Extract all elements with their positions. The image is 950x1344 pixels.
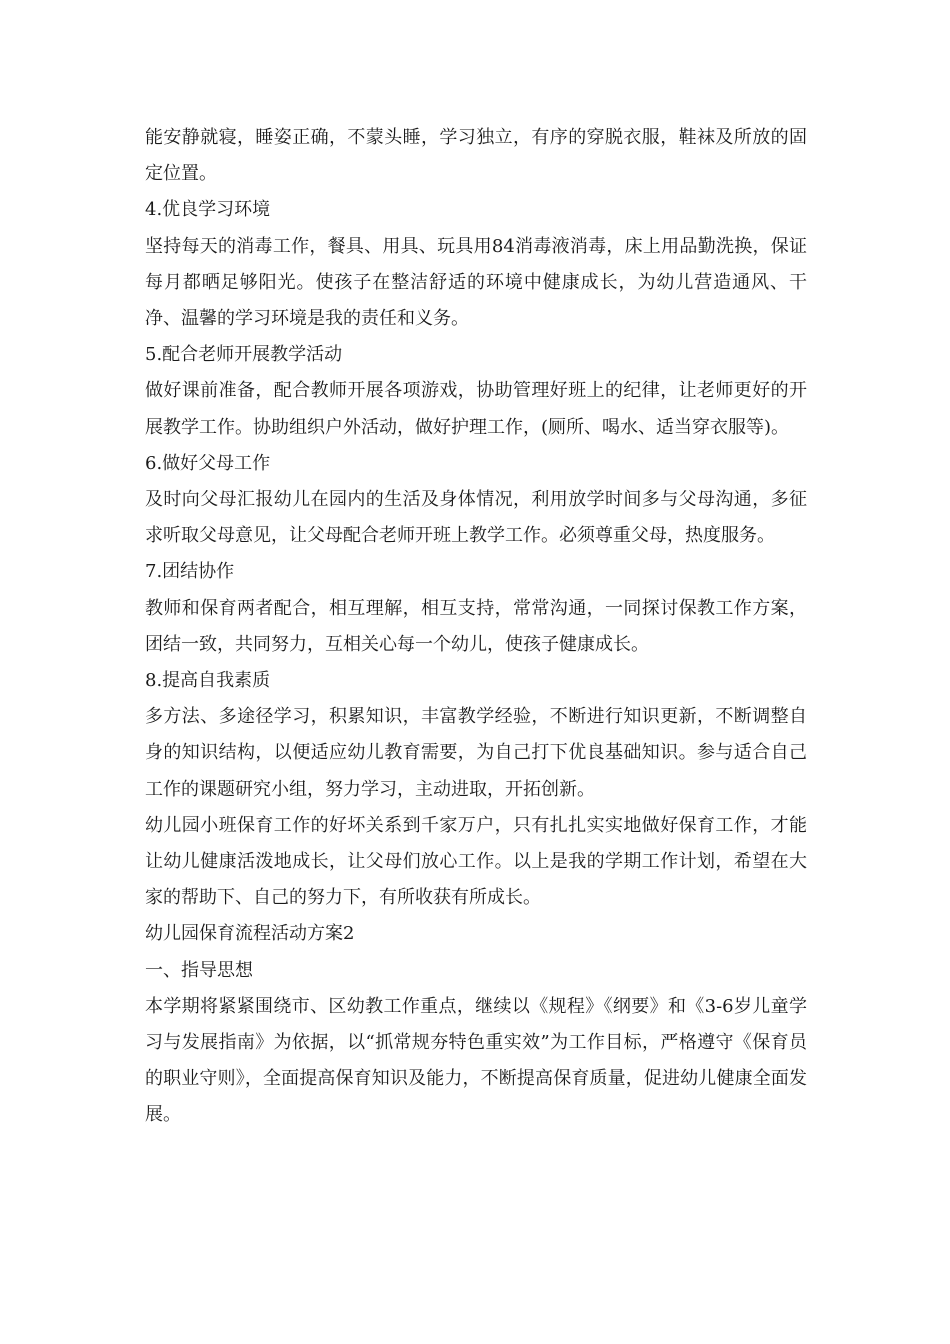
paragraph-learning-environment: 坚持每天的消毒工作，餐具、用具、玩具用84消毒液消毒，床上用品勤洗换，保证每月都晒足够阳光。使孩子在整洁舒适的环境中健康成长，为幼儿营造通风、干净、温馨的学习环境是我的责任和义务。	[145, 235, 807, 330]
paragraph-teamwork: 教师和保育两者配合，相互理解，相互支持，常常沟通，一同探讨保教工作方案，团结一致，共同努力，互相关心每一个幼儿，使孩子健康成长。	[145, 597, 807, 655]
paragraph-teaching-activities: 做好课前准备，配合教师开展各项游戏，协助管理好班上的纪律，让老师更好的开展教学工作。协助组织户外活动，做好护理工作，(厕所、喝水、适当穿衣服等)。	[145, 380, 807, 438]
heading-teaching-activities: 5.配合老师开展教学活动	[145, 344, 343, 366]
heading-self-improvement: 8.提高自我素质	[145, 670, 271, 692]
heading-teamwork: 7.团结协作	[145, 561, 235, 583]
heading-plan-2: 幼儿园保育流程活动方案2	[145, 923, 355, 945]
paragraph-parent-work: 及时向父母汇报幼儿在园内的生活及身体情况，利用放学时间多与父母沟通，多征求听取父母意见，让父母配合老师开班上教学工作。必须尊重父母，热度服务。	[145, 489, 807, 547]
paragraph-self-improvement: 多方法、多途径学习，积累知识，丰富教学经验，不断进行知识更新，不断调整自身的知识结构，以便适应幼儿教育需要，为自己打下优良基础知识。参与适合自己工作的课题研究小组，努力学习，主动进取，开拓创新。	[145, 706, 807, 800]
document-page	[145, 120, 807, 1134]
paragraph-sleep-habits: 能安静就寝，睡姿正确，不蒙头睡，学习独立，有序的穿脱衣服，鞋袜及所放的固定位置。	[145, 127, 807, 185]
paragraph-guiding-ideology: 本学期将紧紧围绕市、区幼教工作重点，继续以《规程》《纲要》和《3-6岁儿童学习与发展指南》为依据，以“抓常规夯特色重实效”为工作目标，严格遵守《保育员的职业守则》，全面提高保育知识及能力，不断提高保育质量，促进幼儿健康全面发展。	[145, 995, 807, 1126]
heading-learning-environment: 4.优良学习环境	[145, 199, 271, 221]
heading-parent-work: 6.做好父母工作	[145, 452, 271, 474]
paragraph-conclusion: 幼儿园小班保育工作的好坏关系到千家万户，只有扎扎实实地做好保育工作，才能让幼儿健康活泼地成长，让父母们放心工作。以上是我的学期工作计划，希望在大家的帮助下、自己的努力下，有所收获有所成长。	[145, 814, 807, 909]
heading-guiding-ideology: 一、指导思想	[145, 959, 253, 981]
